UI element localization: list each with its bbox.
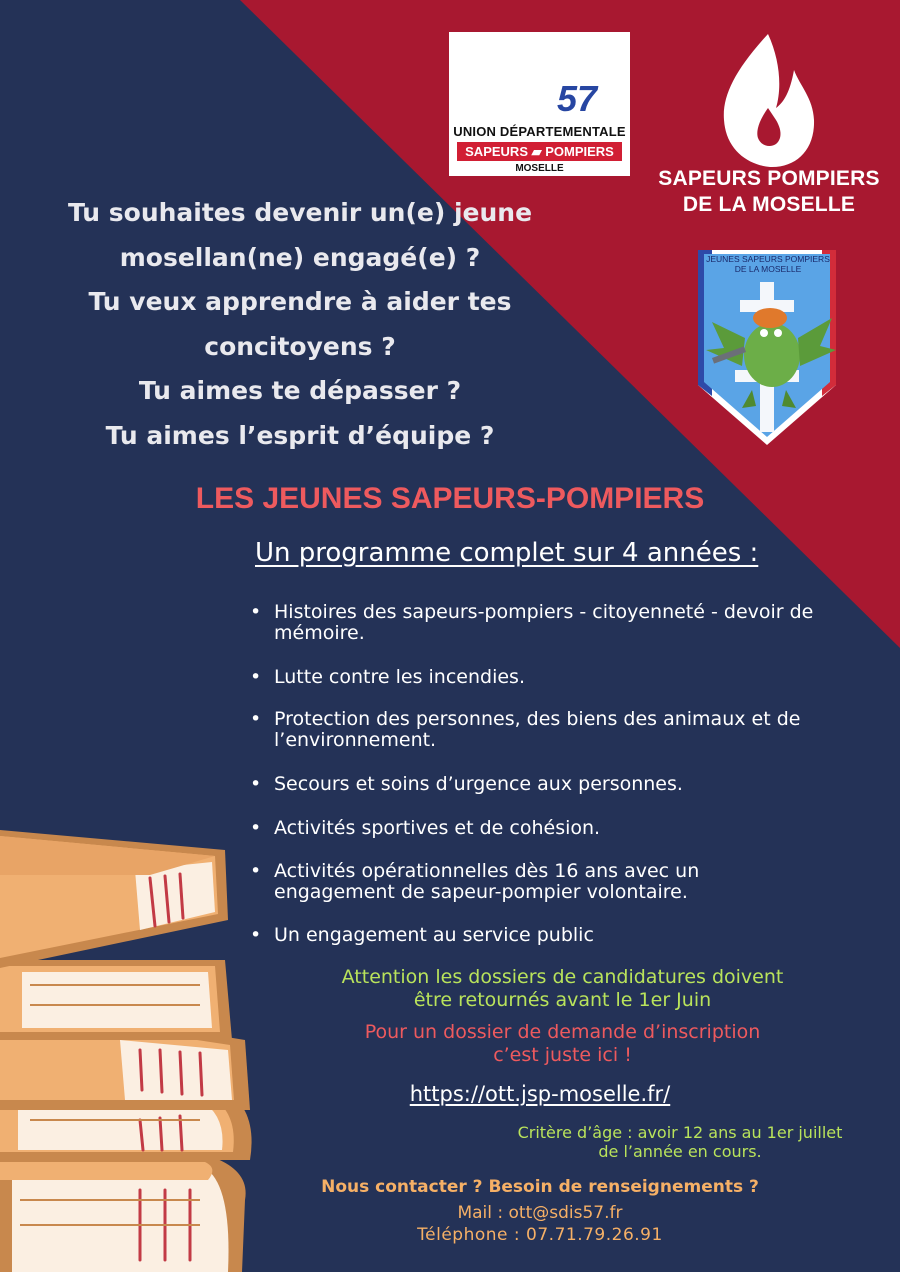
contact-mail[interactable]: Mail : ott@sdis57.fr: [457, 1203, 623, 1223]
union-title: UNION DÉPARTEMENTALE: [453, 124, 626, 139]
main-title: LES JEUNES SAPEURS-POMPIERS: [195, 482, 705, 515]
sapeurs-pompiers-moselle-title: [640, 166, 898, 218]
jsp-badge-line1: JEUNES SAPEURS POMPIERS: [706, 254, 830, 264]
deadline-line2: être retournés avant le 1er Juin: [413, 989, 712, 1011]
question-line: Tu souhaites devenir un(e) jeune: [67, 198, 533, 227]
question-line: Tu veux apprendre à aider tes: [88, 287, 512, 316]
application-notice: [310, 1021, 815, 1067]
union-band: SAPEURS ▰ POMPIERS: [457, 142, 622, 161]
application-url-link[interactable]: https://ott.jsp-moselle.fr/: [409, 1082, 671, 1106]
books-illustration: [0, 830, 252, 1272]
question-line: concitoyens ?: [204, 331, 396, 361]
union-department: MOSELLE: [515, 163, 564, 174]
question-line: mosellan(ne) engagé(e) ?: [119, 242, 481, 272]
program-item: • Activités opérationnelles dès 16 ans avec un engagement de sapeur-pompier volontaire.: [250, 861, 774, 903]
application-line1: Pour un dossier de demande d’inscription: [364, 1021, 761, 1043]
union-departementale-logo: [449, 32, 630, 176]
contact-question: Nous contacter ? Besoin de renseignements ?: [321, 1177, 759, 1197]
jsp-badge-line2: DE LA MOSELLE: [734, 264, 802, 274]
program-title: Un programme complet sur 4 années :: [255, 538, 759, 568]
age-criterion: [470, 1123, 890, 1161]
program-item: • Histoires des sapeurs-pompiers - citoyenneté - devoir de mémoire.: [250, 602, 850, 644]
age-line1: Critère d’âge : avoir 12 ans au 1er juillet: [517, 1123, 843, 1142]
deadline-line1: Attention les dossiers de candidatures doivent: [341, 966, 784, 988]
application-line2: c’est juste ici !: [493, 1044, 632, 1066]
program-item: • Activités sportives et de cohésion.: [250, 818, 850, 839]
sp-title-line1: SAPEURS POMPIERS: [658, 167, 880, 190]
question-line: Tu aimes te dépasser ?: [138, 376, 462, 405]
deadline-notice: [290, 966, 835, 1012]
sp-title-line2: DE LA MOSELLE: [682, 193, 856, 216]
jsp-badge-text: [706, 254, 830, 274]
program-item: • Lutte contre les incendies.: [250, 667, 850, 688]
program-item: • Un engagement au service public: [250, 925, 850, 946]
age-line2: de l’année en cours.: [598, 1142, 762, 1161]
department-number: 57: [557, 78, 598, 119]
program-item: • Secours et soins d’urgence aux personnes.: [250, 774, 850, 795]
question-line: Tu aimes l’esprit d’équipe ?: [105, 420, 495, 450]
contact-phone[interactable]: Téléphone : 07.71.79.26.91: [417, 1225, 663, 1245]
intro-questions: [40, 191, 560, 458]
program-item: • Protection des personnes, des biens des animaux et de l’environnement.: [250, 709, 850, 751]
